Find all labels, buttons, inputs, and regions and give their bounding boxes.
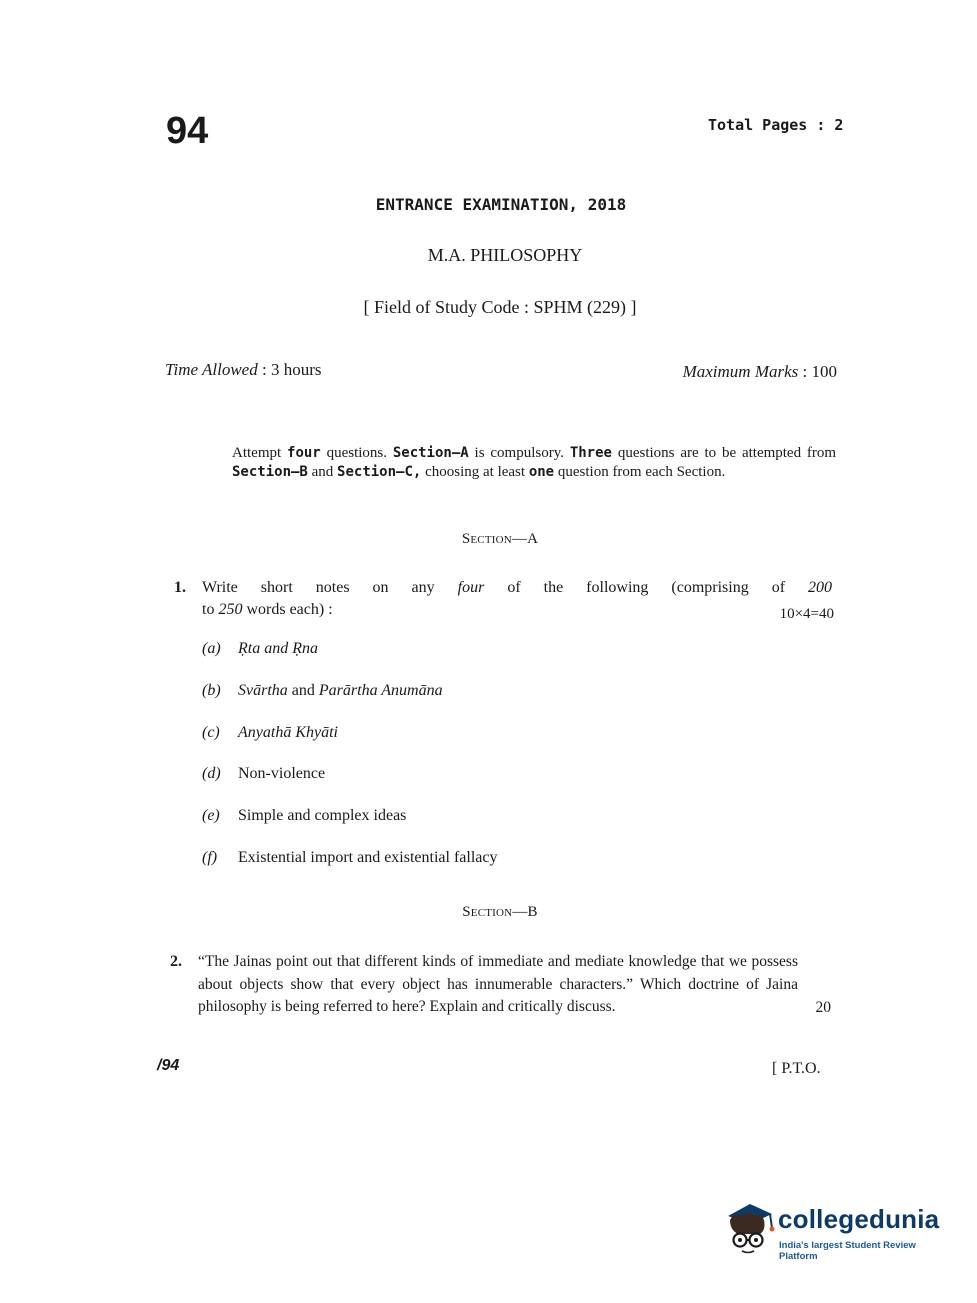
- question-text-line2: [202, 599, 333, 621]
- marks-value: : 100: [802, 362, 837, 381]
- paper-code: 94: [166, 110, 209, 152]
- instr-bold: Three: [569, 445, 612, 461]
- footer-code: /94: [157, 1057, 180, 1074]
- question-number: 1.: [174, 579, 186, 596]
- question-number: 2.: [170, 953, 182, 970]
- option-f: [202, 849, 497, 867]
- option-e: [202, 807, 406, 825]
- instr-bold: four: [287, 445, 321, 461]
- brand-tagline: India's largest Student Review Platform: [779, 1240, 916, 1262]
- collegedunia-watermark: [720, 1198, 950, 1262]
- option-label: (d): [202, 765, 221, 782]
- question-text: [202, 577, 832, 599]
- option-b: [202, 682, 443, 700]
- instr-text: and: [311, 464, 334, 480]
- instr-text: questions.: [326, 445, 387, 461]
- q1-text-part: of the following (comprising of: [507, 579, 786, 596]
- option-d: [202, 765, 325, 783]
- q1-text-emph: 250: [218, 601, 243, 618]
- option-a: [202, 640, 318, 658]
- option-label: (a): [202, 640, 221, 657]
- exam-title: ENTRANCE EXAMINATION, 2018: [375, 195, 627, 214]
- time-allowed: [165, 360, 321, 380]
- option-text: Existential import and existential fallacy: [238, 849, 498, 866]
- instr-bold: Section—B: [232, 464, 308, 480]
- instr-text: questions are to be attempted from: [617, 445, 837, 461]
- option-text: Simple and complex ideas: [238, 807, 407, 824]
- instr-text: is compulsory.: [474, 445, 564, 461]
- option-text: Svārtha: [238, 682, 288, 699]
- option-label: (f): [202, 849, 218, 866]
- instr-text: question from each Section.: [557, 464, 726, 480]
- option-text: Anyathā Khyāti: [238, 724, 338, 741]
- instr-text: Attempt: [232, 445, 282, 461]
- q1-text-part: words each) :: [246, 601, 333, 618]
- option-label: (e): [202, 807, 220, 824]
- question-marks: 10×4=40: [779, 606, 834, 622]
- question-marks: 20: [815, 999, 831, 1016]
- q1-text-emph: 200: [808, 579, 833, 596]
- footer-pto: [ P.T.O.: [772, 1060, 821, 1077]
- option-label: (c): [202, 724, 220, 741]
- marks-label: Maximum Marks: [682, 362, 799, 381]
- course-title: M.A. PHILOSOPHY: [427, 245, 583, 265]
- question-text: “The Jainas point out that different kinds of immediate and mediate knowledge that we possess about objects show that every object has innumerable characters.” Which doctrine of Jaina philosophy is being referred to here? Explain and critically discuss.: [198, 953, 798, 1015]
- section-a-heading: Section—A: [461, 531, 539, 547]
- brand-name: collegedunia: [778, 1204, 940, 1234]
- instructions: [232, 444, 836, 482]
- field-code: [ Field of Study Code : SPHM (229) ]: [363, 297, 637, 317]
- option-c: [202, 724, 338, 742]
- q1-text-emph: four: [457, 579, 485, 596]
- q1-text-part: to: [202, 601, 215, 618]
- instr-bold: one: [528, 464, 555, 480]
- option-text: Non-violence: [238, 765, 326, 782]
- instr-bold: Section—A: [392, 445, 469, 461]
- option-text: and: [291, 682, 315, 699]
- option-label: (b): [202, 682, 221, 699]
- mascot-icon: [720, 1198, 778, 1256]
- option-text: Parārtha Anumāna: [318, 682, 443, 699]
- maximum-marks: [683, 362, 837, 382]
- instr-text: choosing at least: [425, 464, 526, 480]
- total-pages: Total Pages : 2: [708, 116, 844, 134]
- section-b-heading: Section—B: [462, 904, 538, 920]
- instr-bold: Section—C,: [337, 464, 422, 480]
- q1-text-part: Write short notes on any: [202, 579, 435, 596]
- option-text: Ṛta and Ṛna: [238, 640, 318, 657]
- time-value: : 3 hours: [261, 360, 322, 379]
- time-label: Time Allowed: [165, 360, 258, 379]
